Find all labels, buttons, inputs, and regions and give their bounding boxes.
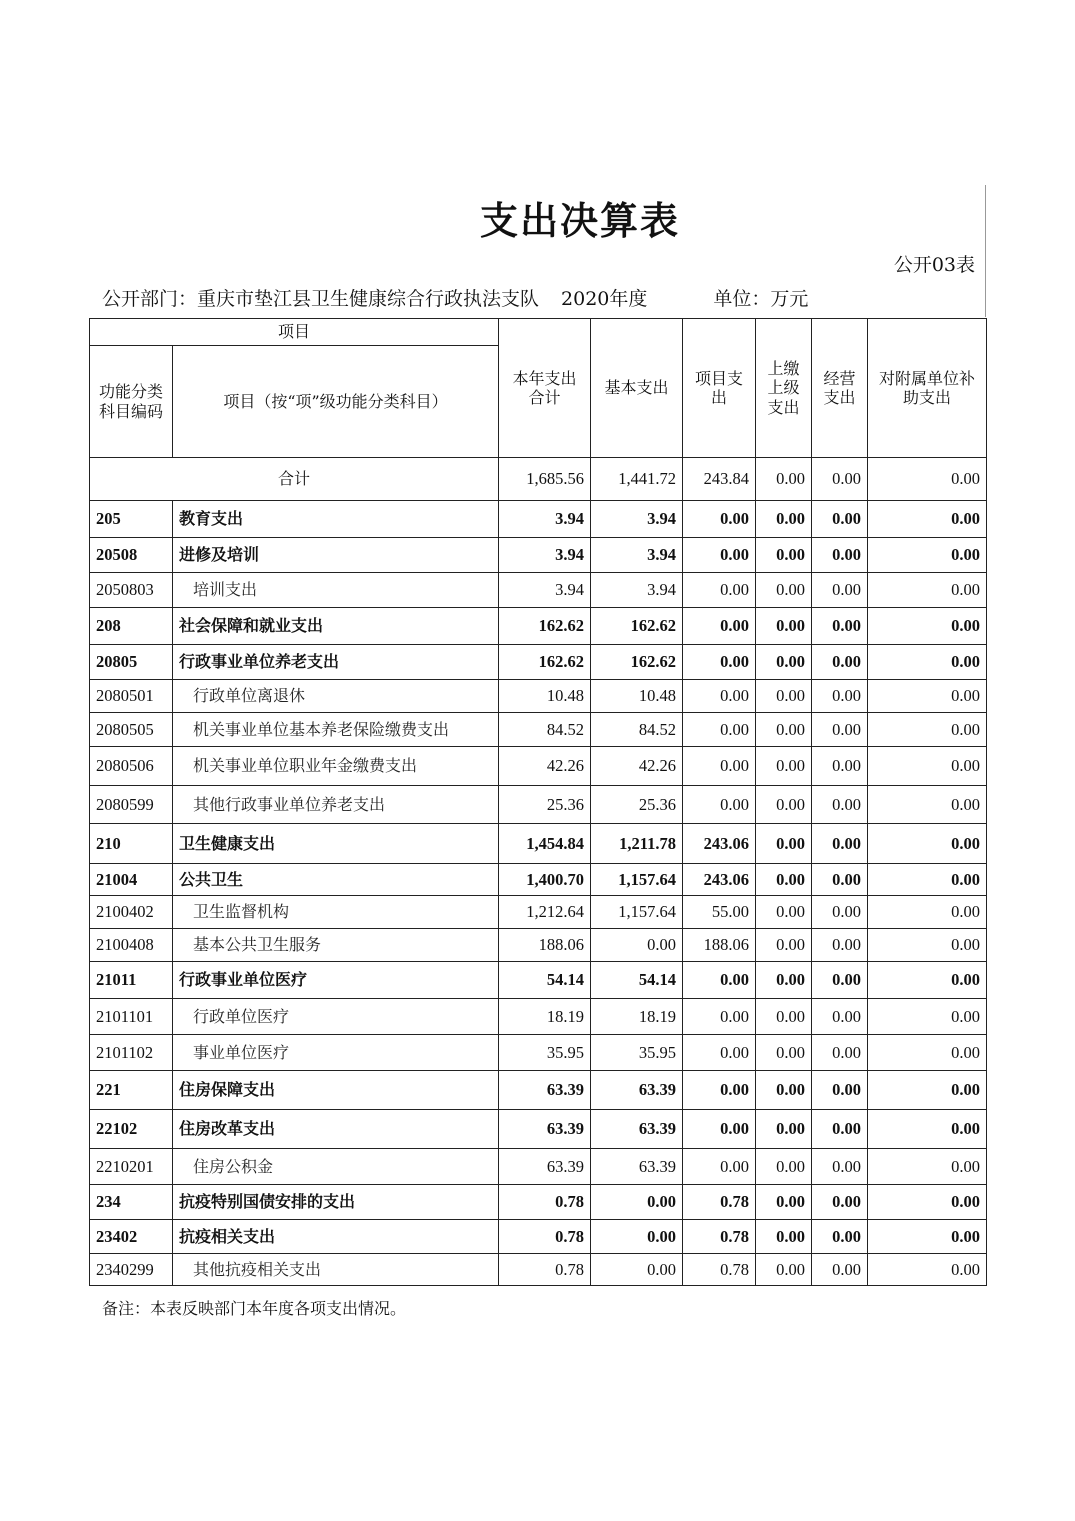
- header-name: 项目（按“项”级功能分类科目）: [173, 346, 499, 458]
- row-value: 0.00: [683, 573, 756, 608]
- table-row: [90, 824, 987, 864]
- table-number: 公开03表: [893, 254, 975, 276]
- row-value: 162.62: [591, 608, 683, 645]
- row-value: 0.00: [868, 999, 987, 1035]
- row-value: 0.00: [868, 680, 987, 713]
- row-value: 0.00: [756, 864, 812, 896]
- row-name: 其他抗疫相关支出: [173, 1254, 499, 1286]
- row-value: 63.39: [591, 1149, 683, 1185]
- row-value: 0.00: [812, 1149, 868, 1185]
- total-value: 0.00: [868, 458, 987, 501]
- row-value: 0.00: [683, 645, 756, 680]
- header-upper: 上缴上级支出: [756, 319, 812, 458]
- row-value: 18.19: [499, 999, 591, 1035]
- row-value: 0.00: [868, 929, 987, 962]
- department-label: 公开部门：重庆市垫江县卫生健康综合行政执法支队: [102, 288, 540, 310]
- table-row: [90, 1185, 987, 1220]
- row-value: 3.94: [591, 538, 683, 573]
- row-code: 2101102: [90, 1035, 173, 1071]
- row-value: 0.00: [812, 864, 868, 896]
- row-name: 公共卫生: [173, 864, 499, 896]
- row-value: 0.78: [499, 1254, 591, 1286]
- row-value: 10.48: [591, 680, 683, 713]
- row-value: 243.06: [683, 824, 756, 864]
- row-code: 2101101: [90, 999, 173, 1035]
- page-title: 支出决算表: [479, 198, 680, 243]
- row-value: 0.00: [868, 538, 987, 573]
- row-value: 35.95: [591, 1035, 683, 1071]
- table-row: [90, 864, 987, 896]
- total-value: 1,441.72: [591, 458, 683, 501]
- row-value: 54.14: [499, 962, 591, 999]
- row-name: 住房公积金: [173, 1149, 499, 1185]
- row-value: 10.48: [499, 680, 591, 713]
- row-name: 抗疫特别国债安排的支出: [173, 1185, 499, 1220]
- row-value: 0.00: [683, 999, 756, 1035]
- row-value: 188.06: [683, 929, 756, 962]
- row-value: 3.94: [499, 573, 591, 608]
- row-value: 1,157.64: [591, 896, 683, 929]
- row-value: 0.00: [683, 962, 756, 999]
- row-value: 0.00: [756, 1071, 812, 1110]
- row-value: 0.00: [868, 645, 987, 680]
- row-code: 20805: [90, 645, 173, 680]
- table-row: [90, 713, 987, 747]
- row-code: 21011: [90, 962, 173, 999]
- row-name: 培训支出: [173, 573, 499, 608]
- row-value: 0.00: [812, 786, 868, 824]
- row-name: 行政单位医疗: [173, 999, 499, 1035]
- row-value: 0.00: [812, 962, 868, 999]
- row-value: 0.00: [756, 824, 812, 864]
- row-name: 事业单位医疗: [173, 1035, 499, 1071]
- row-value: 25.36: [591, 786, 683, 824]
- row-value: 0.00: [756, 1254, 812, 1286]
- row-value: 0.00: [683, 1071, 756, 1110]
- table-row: [90, 1254, 987, 1286]
- row-value: 0.00: [756, 713, 812, 747]
- header-basic: 基本支出: [591, 319, 683, 458]
- row-value: 1,211.78: [591, 824, 683, 864]
- row-value: 0.00: [756, 747, 812, 786]
- row-code: 2050803: [90, 573, 173, 608]
- row-code: 21004: [90, 864, 173, 896]
- row-value: 0.00: [812, 1110, 868, 1149]
- row-value: 0.00: [812, 1254, 868, 1286]
- row-value: 0.00: [756, 1035, 812, 1071]
- row-value: 0.00: [868, 1035, 987, 1071]
- row-code: 2340299: [90, 1254, 173, 1286]
- row-value: 0.00: [868, 573, 987, 608]
- row-value: 243.06: [683, 864, 756, 896]
- row-value: 1,400.70: [499, 864, 591, 896]
- total-value: 1,685.56: [499, 458, 591, 501]
- header-item-group: 项目: [90, 319, 499, 346]
- row-value: 3.94: [591, 573, 683, 608]
- row-value: 0.00: [812, 713, 868, 747]
- total-label: 合计: [90, 458, 499, 501]
- table-row: [90, 1110, 987, 1149]
- row-value: 0.00: [756, 1110, 812, 1149]
- row-value: 0.78: [499, 1220, 591, 1254]
- row-value: 0.00: [756, 896, 812, 929]
- row-value: 0.78: [683, 1185, 756, 1220]
- header-total: 本年支出合计: [499, 319, 591, 458]
- row-value: 0.00: [812, 501, 868, 538]
- total-value: 0.00: [812, 458, 868, 501]
- row-name: 住房改革支出: [173, 1110, 499, 1149]
- row-value: 63.39: [591, 1071, 683, 1110]
- expenditure-table: [89, 318, 987, 1286]
- row-code: 2100402: [90, 896, 173, 929]
- table-row: [90, 573, 987, 608]
- row-code: 2080599: [90, 786, 173, 824]
- row-code: 2210201: [90, 1149, 173, 1185]
- row-code: 22102: [90, 1110, 173, 1149]
- header-subsidiary: 对附属单位补助支出: [868, 319, 987, 458]
- row-value: 0.00: [756, 538, 812, 573]
- table-row: [90, 786, 987, 824]
- row-value: 0.00: [812, 896, 868, 929]
- row-name: 卫生健康支出: [173, 824, 499, 864]
- row-value: 0.00: [868, 824, 987, 864]
- row-code: 208: [90, 608, 173, 645]
- row-value: 0.00: [868, 1220, 987, 1254]
- row-value: 0.00: [683, 1035, 756, 1071]
- row-code: 234: [90, 1185, 173, 1220]
- row-code: 221: [90, 1071, 173, 1110]
- row-value: 0.00: [812, 1035, 868, 1071]
- row-value: 42.26: [499, 747, 591, 786]
- table-row: [90, 929, 987, 962]
- row-value: 0.00: [756, 1220, 812, 1254]
- row-value: 0.00: [683, 1110, 756, 1149]
- row-code: 2080501: [90, 680, 173, 713]
- row-value: 0.00: [868, 786, 987, 824]
- row-name: 基本公共卫生服务: [173, 929, 499, 962]
- row-value: 0.00: [683, 501, 756, 538]
- row-value: 162.62: [591, 645, 683, 680]
- row-value: 0.00: [756, 962, 812, 999]
- row-value: 0.00: [756, 1149, 812, 1185]
- row-value: 54.14: [591, 962, 683, 999]
- row-value: 63.39: [499, 1149, 591, 1185]
- row-value: 3.94: [591, 501, 683, 538]
- row-value: 0.78: [683, 1254, 756, 1286]
- row-code: 2080505: [90, 713, 173, 747]
- row-value: 63.39: [499, 1071, 591, 1110]
- row-value: 0.00: [756, 501, 812, 538]
- table-row: [90, 747, 987, 786]
- row-value: 0.00: [812, 645, 868, 680]
- row-name: 机关事业单位基本养老保险缴费支出: [173, 713, 499, 747]
- table-row: [90, 999, 987, 1035]
- table-row: [90, 962, 987, 999]
- row-name: 卫生监督机构: [173, 896, 499, 929]
- row-name: 行政单位离退休: [173, 680, 499, 713]
- row-name: 行政事业单位医疗: [173, 962, 499, 999]
- row-value: 0.00: [812, 1071, 868, 1110]
- row-value: 63.39: [499, 1110, 591, 1149]
- row-value: 0.00: [812, 929, 868, 962]
- row-value: 0.00: [591, 1254, 683, 1286]
- row-value: 0.00: [868, 896, 987, 929]
- table-row: [90, 645, 987, 680]
- row-value: 1,454.84: [499, 824, 591, 864]
- row-value: 0.00: [868, 864, 987, 896]
- row-name: 进修及培训: [173, 538, 499, 573]
- row-value: 0.00: [756, 608, 812, 645]
- row-value: 0.00: [868, 713, 987, 747]
- row-value: 35.95: [499, 1035, 591, 1071]
- row-value: 0.00: [756, 999, 812, 1035]
- table-row: [90, 896, 987, 929]
- row-value: 0.00: [683, 538, 756, 573]
- row-value: 55.00: [683, 896, 756, 929]
- row-value: 18.19: [591, 999, 683, 1035]
- row-value: 0.00: [868, 1254, 987, 1286]
- row-value: 84.52: [591, 713, 683, 747]
- row-value: 0.00: [683, 747, 756, 786]
- row-value: 0.00: [591, 1185, 683, 1220]
- row-value: 0.00: [812, 747, 868, 786]
- footnote: 备注：本表反映部门本年度各项支出情况。: [102, 1299, 407, 1318]
- row-name: 其他行政事业单位养老支出: [173, 786, 499, 824]
- row-value: 0.00: [683, 1149, 756, 1185]
- row-name: 住房保障支出: [173, 1071, 499, 1110]
- total-value: 243.84: [683, 458, 756, 501]
- table-row: [90, 680, 987, 713]
- table-row: [90, 501, 987, 538]
- table-row: [90, 538, 987, 573]
- row-value: 0.00: [868, 1110, 987, 1149]
- row-value: 1,157.64: [591, 864, 683, 896]
- row-value: 0.00: [683, 680, 756, 713]
- row-value: 0.00: [868, 962, 987, 999]
- row-value: 0.00: [812, 1185, 868, 1220]
- header-business: 经营支出: [812, 319, 868, 458]
- row-name: 机关事业单位职业年金缴费支出: [173, 747, 499, 786]
- row-name: 行政事业单位养老支出: [173, 645, 499, 680]
- row-value: 0.78: [683, 1220, 756, 1254]
- row-value: 0.00: [868, 1071, 987, 1110]
- row-value: 0.00: [868, 608, 987, 645]
- total-row: [90, 458, 987, 501]
- header-code: 功能分类科目编码: [90, 346, 173, 458]
- row-value: 3.94: [499, 538, 591, 573]
- row-value: 42.26: [591, 747, 683, 786]
- row-value: 0.00: [756, 1185, 812, 1220]
- row-value: 0.00: [756, 573, 812, 608]
- year-label: 2020年度: [561, 288, 648, 310]
- row-value: 0.00: [868, 747, 987, 786]
- row-code: 205: [90, 501, 173, 538]
- row-value: 0.00: [756, 786, 812, 824]
- row-name: 社会保障和就业支出: [173, 608, 499, 645]
- row-value: 0.00: [812, 824, 868, 864]
- row-code: 210: [90, 824, 173, 864]
- row-value: 0.00: [683, 713, 756, 747]
- row-value: 0.00: [868, 501, 987, 538]
- row-value: 0.00: [812, 573, 868, 608]
- row-value: 0.00: [756, 680, 812, 713]
- table-row: [90, 1149, 987, 1185]
- row-name: 抗疫相关支出: [173, 1220, 499, 1254]
- row-value: 0.00: [812, 538, 868, 573]
- row-value: 0.00: [812, 999, 868, 1035]
- row-value: 188.06: [499, 929, 591, 962]
- row-code: 23402: [90, 1220, 173, 1254]
- row-code: 2080506: [90, 747, 173, 786]
- table-row: [90, 1071, 987, 1110]
- row-value: 0.00: [591, 1220, 683, 1254]
- row-value: 0.78: [499, 1185, 591, 1220]
- row-value: 0.00: [591, 929, 683, 962]
- row-value: 0.00: [756, 929, 812, 962]
- row-value: 0.00: [868, 1185, 987, 1220]
- row-value: 63.39: [591, 1110, 683, 1149]
- row-value: 0.00: [812, 680, 868, 713]
- row-value: 0.00: [756, 645, 812, 680]
- row-name: 教育支出: [173, 501, 499, 538]
- row-value: 25.36: [499, 786, 591, 824]
- unit-label: 单位：万元: [713, 288, 809, 310]
- row-value: 0.00: [683, 786, 756, 824]
- row-value: 0.00: [812, 608, 868, 645]
- row-value: 0.00: [812, 1220, 868, 1254]
- table-row: [90, 608, 987, 645]
- row-code: 20508: [90, 538, 173, 573]
- header-project: 项目支出: [683, 319, 756, 458]
- table-row: [90, 1220, 987, 1254]
- row-value: 84.52: [499, 713, 591, 747]
- row-value: 0.00: [868, 1149, 987, 1185]
- meta-line: [102, 284, 808, 311]
- row-value: 3.94: [499, 501, 591, 538]
- total-value: 0.00: [756, 458, 812, 501]
- row-value: 0.00: [683, 608, 756, 645]
- row-value: 1,212.64: [499, 896, 591, 929]
- table-row: [90, 1035, 987, 1071]
- row-value: 162.62: [499, 645, 591, 680]
- row-code: 2100408: [90, 929, 173, 962]
- row-value: 162.62: [499, 608, 591, 645]
